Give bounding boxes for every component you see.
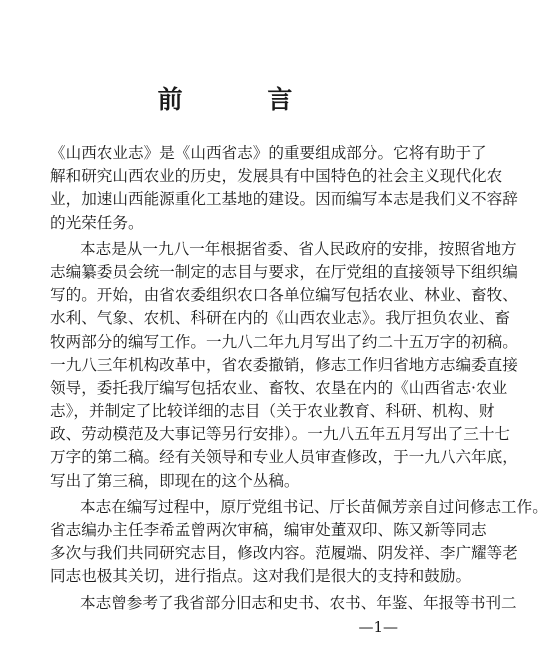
paragraph-line: 领导，委托我厅编写包括农业、畜牧、农垦在内的《山西省志·农业 bbox=[50, 378, 508, 397]
paragraph bbox=[50, 496, 548, 589]
paragraph-line: 水利、气象、农机、科研在内的《山西农业志》。我厅担负农业、畜 bbox=[50, 309, 511, 328]
paragraph-line: 写的。开始，由省农委组织农口各单位编写包括农业、林业、畜牧、 bbox=[50, 286, 518, 305]
paragraph-line: 牧两部分的编写工作。一九八二年九月写出了约二十五万字的初稿。 bbox=[50, 332, 518, 351]
paragraph-line: 本志是从一九八一年根据省委、省人民政府的安排，按照省地方 bbox=[80, 239, 517, 258]
paragraph-line: 写出了第三稿，即现在的这个丛稿。 bbox=[50, 471, 300, 490]
paragraph-line: 省志编办主任李希孟曾两次审稿，编审处董双印、陈又新等同志 bbox=[50, 521, 487, 539]
paragraph-line: 多次与我们共同研究志目，修改内容。范履端、阴发祥、李广耀等老 bbox=[50, 544, 518, 563]
paragraph bbox=[50, 142, 518, 235]
paragraph-line: 志》，并制定了比较详细的志目（关于农业教育、科研、机构、财 bbox=[50, 402, 495, 421]
paragraph-line: 的光荣任务。 bbox=[50, 213, 144, 232]
paragraph-line: 一九八三年机构改革中，省农委撤销，修志工作归省地方志编委直接 bbox=[50, 355, 518, 374]
paragraph-line: 万字的第二稿。经有关领导和专业人员审查修改，于一九八六年底， bbox=[50, 448, 518, 467]
paragraph-line: 业，加速山西能源重化工基地的建设。因而编写本志是我们义不容辞 bbox=[50, 190, 518, 209]
paragraph-line: 《山西农业志》是《山西省志》的重要组成部分。它将有助于了 bbox=[50, 144, 487, 162]
paragraph bbox=[50, 592, 517, 615]
paragraph-line: 志编纂委员会统一制定的志目与要求，在厅党组的直接领导下组织编 bbox=[50, 262, 518, 281]
paragraph-line: 本志在编写过程中，原厅党组书记、厅长苗佩芳亲自过问修志工作。 bbox=[80, 497, 548, 516]
paragraph-line: 同志也极其关切，进行指点。这对我们是很大的支持和鼓励。 bbox=[50, 567, 472, 586]
page-title: 前 言 bbox=[157, 85, 331, 114]
paragraph-line: 解和研究山西农业的历史，发展具有中国特色的社会主义现代化农 bbox=[50, 167, 503, 186]
preface-body bbox=[50, 142, 548, 615]
paragraph-line: 本志曾参考了我省部分旧志和史书、农书、年鉴、年报等书刊二 bbox=[80, 593, 517, 612]
paragraph bbox=[50, 238, 518, 493]
paragraph-line: 政、劳动模范及大事记等另行安排）。一九八五年五月写出了三十七 bbox=[50, 425, 511, 444]
page-number: —1— bbox=[358, 618, 398, 636]
